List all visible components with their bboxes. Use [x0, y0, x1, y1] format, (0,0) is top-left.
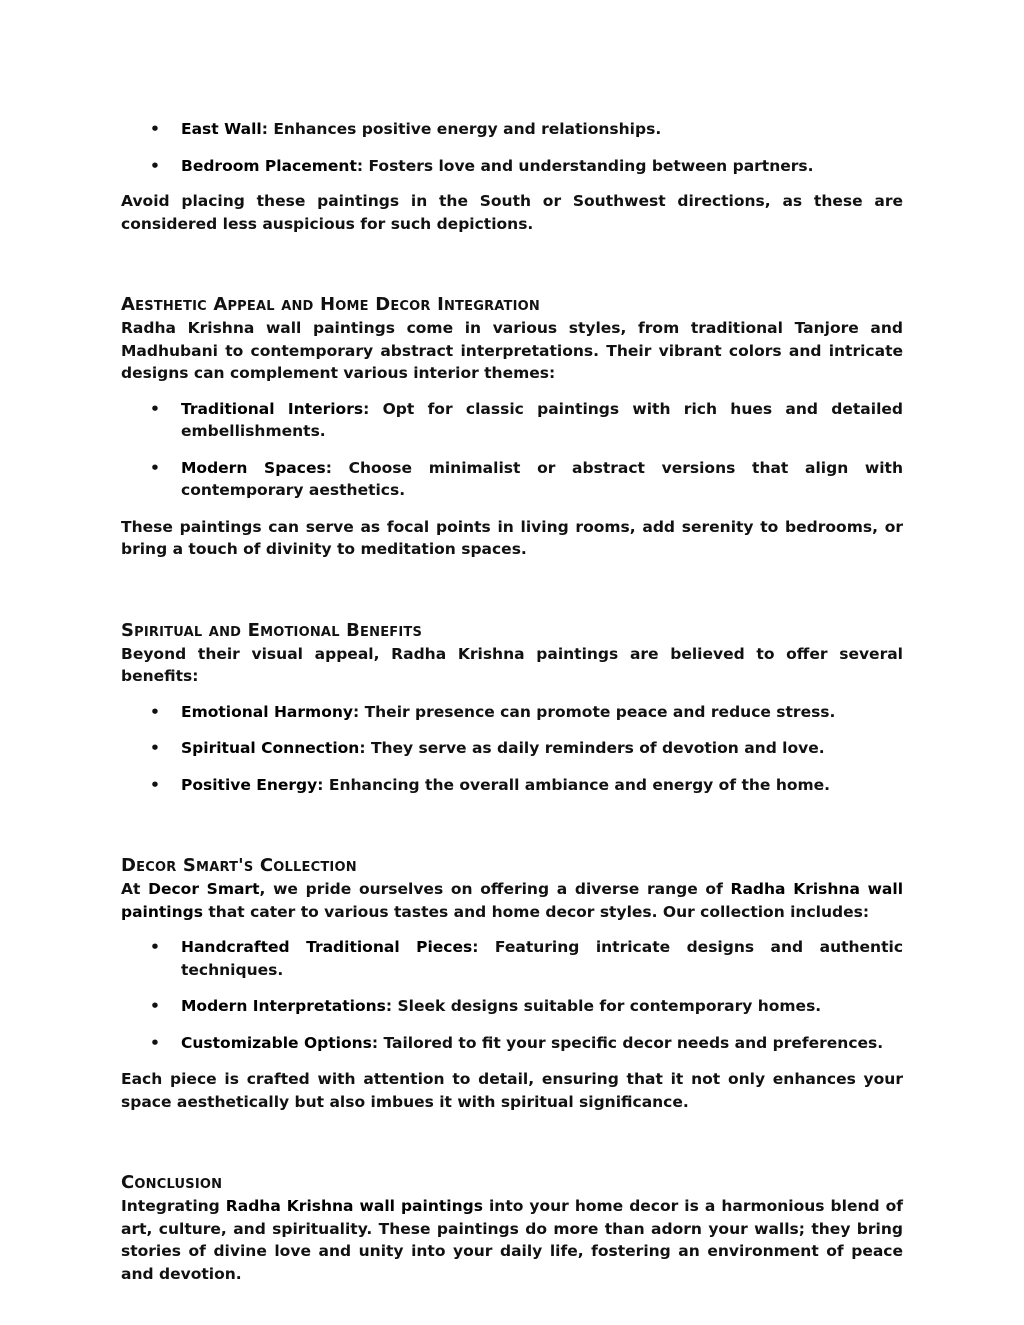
list-item: [121, 995, 903, 1018]
intro-bullet-list: [121, 118, 903, 177]
bullet-text: : Enhances positive energy and relationships.: [261, 120, 662, 138]
body-text: At: [121, 880, 149, 898]
section-closing: These paintings can serve as focal points in living rooms, add serenity to bedrooms, or bring a touch of divinity to meditation spaces.: [121, 517, 903, 558]
list-item: [121, 118, 903, 141]
bullet-text: : Opt for classic paintings with rich hues and detailed embellishments.: [181, 399, 904, 440]
bullet-text: : Sleek designs suitable for contemporary homes.: [385, 997, 822, 1015]
bullet-icon: •: [150, 739, 160, 757]
bullet-term: Spiritual Connection: [181, 739, 360, 757]
list-item: [121, 701, 903, 724]
list-item: [121, 737, 903, 760]
list-item: [121, 936, 903, 981]
section-body: Radha Krishna wall paintings come in various styles, from traditional Tanjore and Madhubani to contemporary abstract interpretations. Their vibrant colors and intricate designs can complement various interior themes:: [121, 319, 903, 382]
bullet-text: : Choose minimalist or abstract versions that align with contemporary aesthetics.: [181, 458, 904, 499]
bullet-term: Modern Interpretations: [181, 997, 386, 1015]
bullet-icon: •: [150, 702, 160, 721]
list-item: [121, 774, 903, 797]
bullet-icon: •: [150, 399, 160, 418]
bullet-term: Customizable Options: [181, 1033, 372, 1052]
list-item: [121, 398, 903, 443]
list-item: [121, 155, 903, 178]
section-body: [121, 878, 903, 923]
bullet-text: : Fosters love and understanding between partners.: [356, 156, 814, 175]
brand-name: Decor Smart: [148, 880, 260, 898]
body-text: that cater to various tastes and home decor styles. Our collection includes:: [202, 902, 870, 921]
bullet-text: : Their presence can promote peace and reduce stress.: [352, 702, 836, 721]
bullet-text: : Tailored to fit your specific decor needs and preferences.: [371, 1033, 884, 1052]
body-text: into your home decor is a harmonious blend of art, culture, and spirituality. These paintings do more than adorn your walls; they bring stories of divine love and unity into your daily life, fostering an environment of peace and devotion.: [121, 1197, 904, 1283]
product-name: Radha Krishna wall paintings: [225, 1197, 483, 1215]
bullet-icon: •: [150, 120, 160, 138]
bullet-icon: •: [150, 775, 160, 794]
bullet-icon: •: [150, 1033, 160, 1052]
section-heading-aesthetic: Aesthetic Appeal and Home Decor Integration: [121, 294, 540, 315]
bullet-text: : Enhancing the overall ambiance and energy of the home.: [317, 775, 831, 794]
section-heading-conclusion: Conclusion: [121, 1172, 223, 1193]
bullet-term: Modern Spaces: [181, 458, 326, 477]
intro-note: Avoid placing these paintings in the South or Southwest directions, as these are considered less auspicious for such depictions.: [121, 192, 903, 233]
list-item: [121, 457, 903, 502]
section-heading-spiritual: Spiritual and Emotional Benefits: [121, 619, 423, 641]
product-name: Radha Krishna wall paintings: [121, 880, 904, 921]
spiritual-bullet-list: [121, 701, 903, 797]
bullet-term: Emotional Harmony: [181, 702, 353, 721]
document-page: [121, 118, 903, 1285]
bullet-term: East Wall: [181, 120, 262, 138]
bullet-term: Handcrafted Traditional Pieces: [181, 938, 473, 956]
bullet-icon: •: [150, 938, 160, 956]
bullet-icon: •: [150, 997, 160, 1015]
list-item: [121, 1032, 903, 1055]
body-text: Integrating: [121, 1197, 226, 1215]
bullet-term: Traditional Interiors: [181, 399, 364, 418]
section-body: Beyond their visual appeal, Radha Krishna paintings are believed to offer several benefits:: [121, 644, 903, 685]
bullet-text: : Featuring intricate designs and authentic techniques.: [181, 938, 904, 979]
section-body: [121, 1195, 903, 1285]
bullet-icon: •: [150, 458, 160, 477]
bullet-text: : They serve as daily reminders of devotion and love.: [359, 739, 825, 757]
aesthetic-bullet-list: [121, 398, 903, 502]
bullet-term: Bedroom Placement: [181, 156, 357, 175]
body-text: , we pride ourselves on offering a diverse range of: [259, 880, 731, 898]
bullet-icon: •: [150, 156, 160, 175]
collection-bullet-list: [121, 936, 903, 1054]
section-closing: Each piece is crafted with attention to detail, ensuring that it not only enhances your space aesthetically but also imbues it with spiritual significance.: [121, 1070, 903, 1111]
section-heading-collection: Decor Smart's Collection: [121, 855, 357, 876]
bullet-term: Positive Energy: [181, 775, 318, 794]
